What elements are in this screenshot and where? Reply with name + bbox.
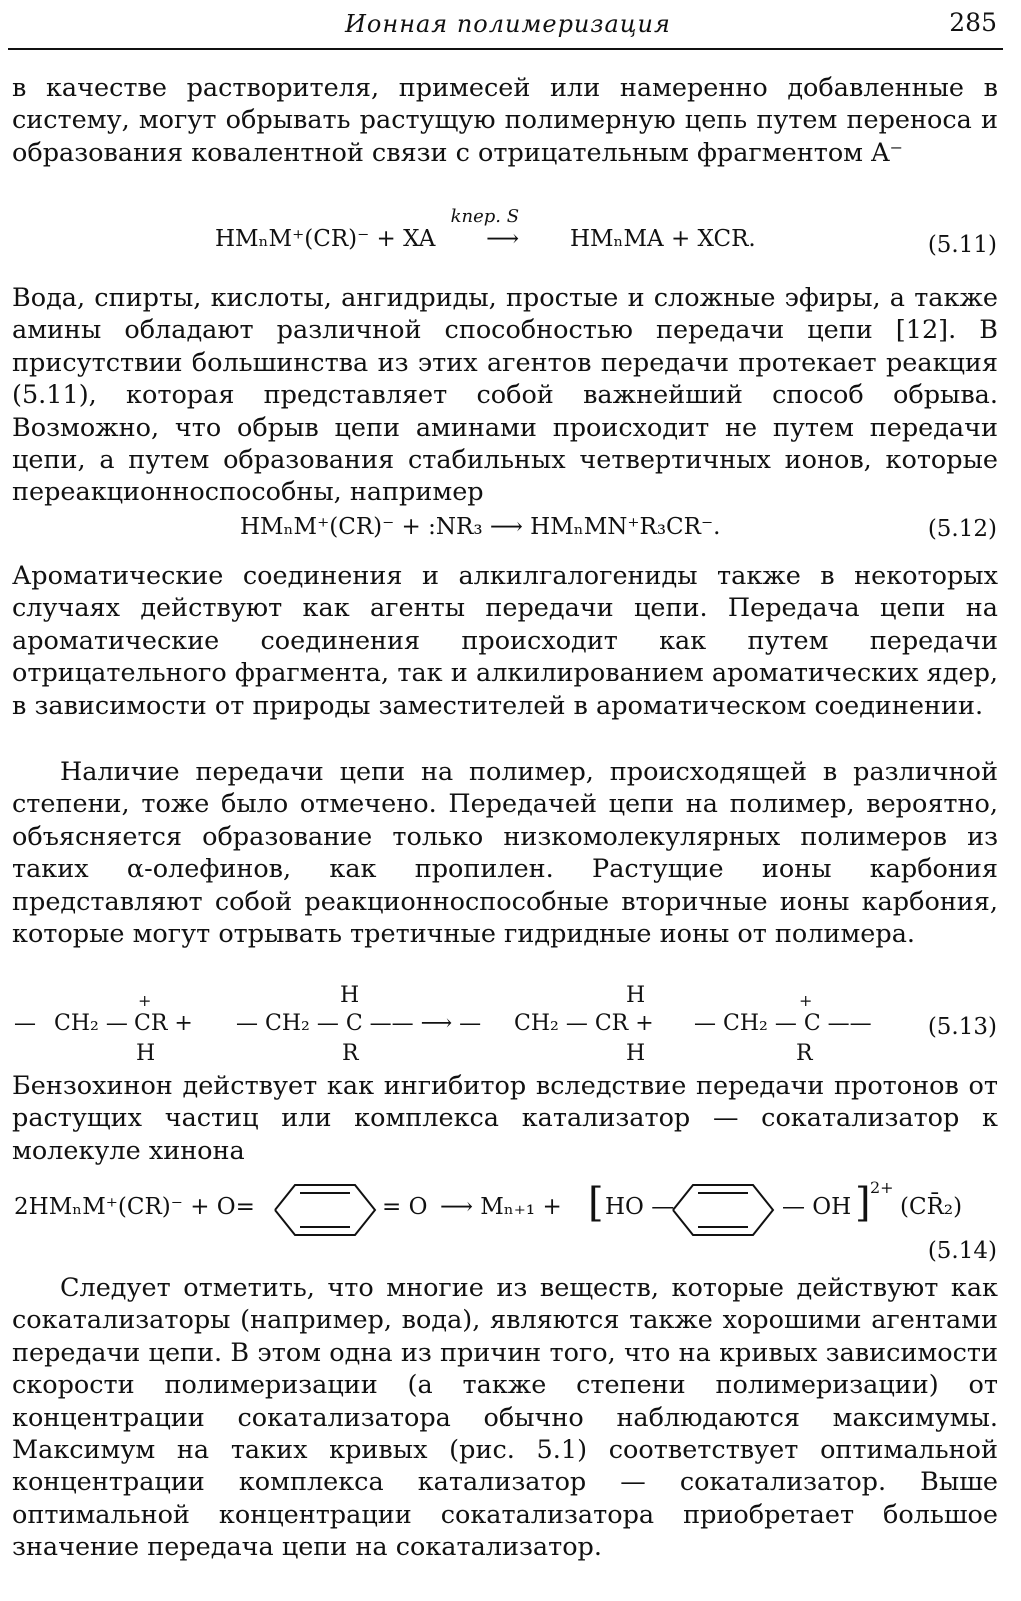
equation-number-5-14: (5.14)	[927, 1238, 997, 1264]
page-number: 285	[949, 8, 997, 37]
equation-number-5-11: (5.11)	[927, 232, 997, 258]
eq-5-14-charge: 2+	[870, 1178, 894, 1197]
equation-number-5-12: (5.12)	[927, 516, 997, 542]
eq-5-14-close-bracket: ]	[855, 1180, 871, 1226]
paragraph-2: Вода, спирты, кислоты, ангидриды, простые и сложные эфиры, а также амины обладают различной способностью передачи цепи [12]. В присутствии большинства из этих агентов передачи протекает реакция (5.11), которая представляет собой важнейший способ обрыва. Возможно, что обрыв цепи аминами происходит не путем передачи цепи, а путем образования стабильных четвертичных ионов, которые переакционноспособны, например	[12, 283, 998, 508]
eq-5-14-ho: HO —	[605, 1194, 675, 1220]
svg-text:CH₂ — CR +: CH₂ — CR +	[514, 1011, 654, 1036]
equation-5-13-structure	[14, 980, 914, 1068]
svg-text:H: H	[626, 1041, 646, 1066]
eq-5-11-arrow-label: kпер. S	[450, 206, 520, 227]
svg-text:CH₂ —: CH₂ —	[54, 1011, 128, 1036]
paragraph-6: Следует отметить, что многие из веществ, которые действуют как сокатализаторы (например, вода), являются также хорошими агентами передачи цепи. В этом одна из причин того, что на кривых зависимости скорости полимеризации (а также степени полимеризации) от концентрации сокатализатора обычно наблюдаются максимумы. Максимум на таких кривых (рис. 5.1) соответствует оптимальной концентрации комплекса катализатор — сокатализатор. Выше оптимальной концентрации сокатализатора приобретает большое значение передача цепи на сокатализатор.	[12, 1273, 998, 1563]
svg-text:H: H	[136, 1041, 156, 1066]
eq-5-11-arrow: kпер. S ⟶	[450, 206, 520, 252]
equation-5-11	[215, 206, 756, 252]
eq-5-14-open-bracket: [	[588, 1180, 604, 1226]
eq-5-14-products: ⟶ Mₙ₊₁ +	[440, 1194, 562, 1220]
equation-number-5-13: (5.13)	[927, 1014, 997, 1040]
svg-text:+: +	[138, 991, 152, 1010]
paragraph-5: Бензохинон действует как ингибитор вследствие передачи протонов от растущих частиц или комплекса катализатор — сокатализатор к молекуле хинона	[12, 1071, 998, 1166]
paragraph-3: Ароматические соединения и алкилгалогениды также в некоторых случаях действуют как агенты передачи цепи. Передача цепи на ароматические соединения происходит как путем передачи отрицательного фрагмента, так и алкилированием ароматических ядер, в зависимости от природы заместителей в ароматическом соединении.	[12, 561, 998, 721]
svg-text:— CH₂ — C ——: — CH₂ — C ——	[694, 1011, 872, 1036]
eq-5-14-oxygen: = O	[382, 1194, 428, 1220]
svg-text:CR +: CR +	[134, 1011, 193, 1036]
paragraph-1: в качестве растворителя, примесей или намеренно добавленные в систему, могут обрывать растущую полимерную цепь путем переноса и образования ковалентной связи с отрицательным фрагментом A⁻	[12, 73, 998, 168]
svg-text:—: —	[14, 1011, 36, 1036]
eq-5-11-right: HMₙMA + XCR.	[569, 226, 756, 252]
hydroquinone-ring	[668, 1180, 778, 1240]
header-rule	[8, 48, 1003, 50]
svg-text:H: H	[340, 983, 360, 1008]
svg-text:H: H	[626, 983, 646, 1008]
benzoquinone-ring	[270, 1180, 380, 1240]
eq-5-14-counterion: (CR̄₂)	[900, 1194, 963, 1220]
svg-text:+: +	[799, 991, 813, 1010]
svg-text:R: R	[796, 1041, 813, 1066]
eq-5-14-oh: — OH	[782, 1194, 852, 1220]
equation-5-12: HMₙM⁺(CR)⁻ + :NR₃ ⟶ HMₙMN⁺R₃CR⁻.	[240, 514, 721, 540]
eq-5-14-left: 2HMₙM⁺(CR)⁻ + O=	[14, 1194, 255, 1220]
eq-5-11-left: HMₙM⁺(CR)⁻ + XA	[215, 226, 436, 252]
running-title: Ионная полимеризация	[345, 10, 671, 38]
paragraph-4: Наличие передачи цепи на полимер, происходящей в различной степени, тоже было отмечено. Передачей цепи на полимер, вероятно, объясняется образование только низкомолекулярных полимеров из таких α-олефинов, как пропилен. Растущие ионы карбония представляют собой реакционноспособные вторичные ионы карбония, которые могут отрывать третичные гидридные ионы от полимера.	[12, 757, 998, 950]
svg-text:R: R	[342, 1041, 359, 1066]
svg-text:— CH₂ — C —— ⟶ —: — CH₂ — C —— ⟶ —	[236, 1011, 482, 1036]
